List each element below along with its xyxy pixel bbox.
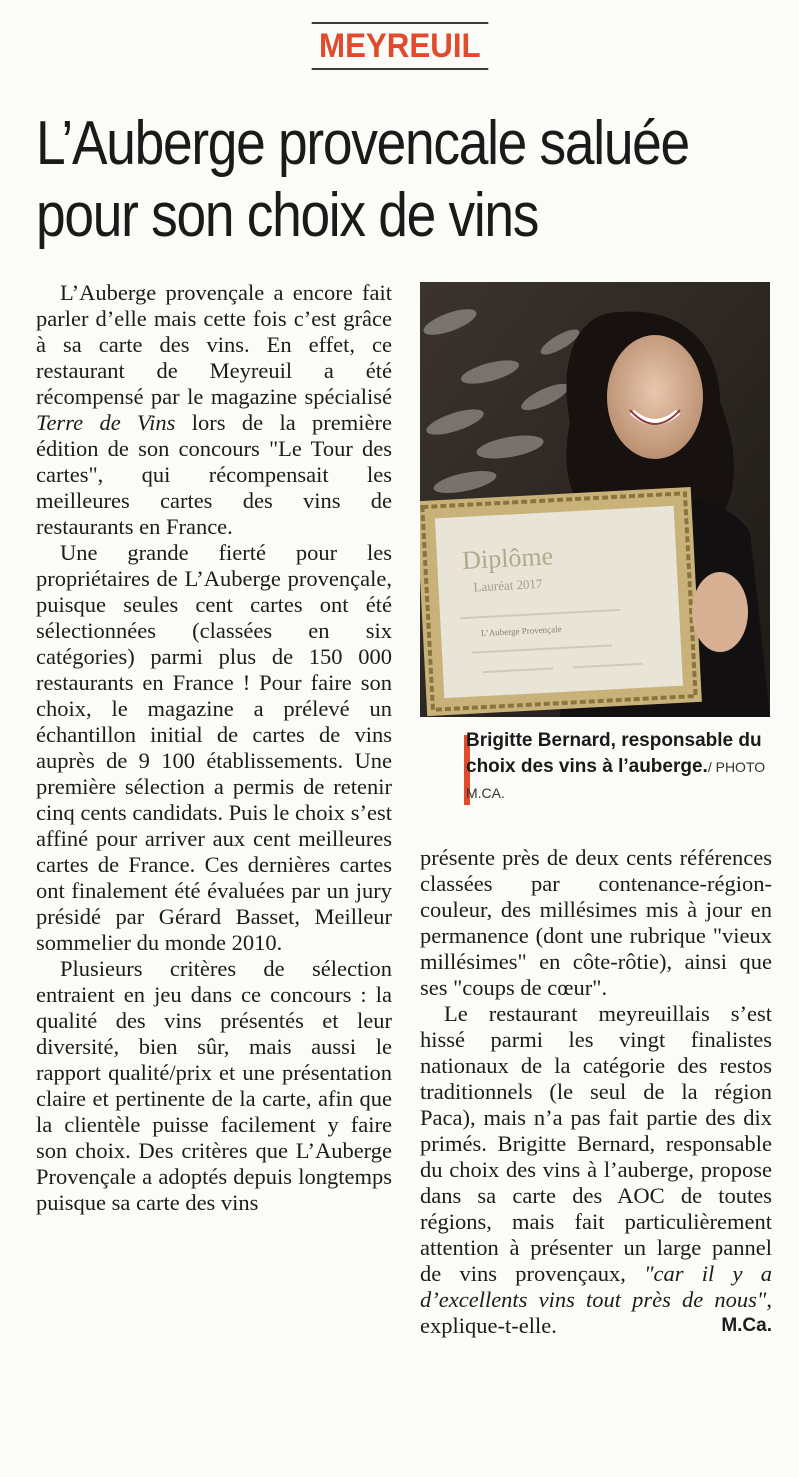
left-column bbox=[36, 280, 392, 1216]
paragraph-5-start: Le restaurant meyreuillais s’est hissé parmi les vingt finalistes nationaux de la catégorie des restos traditionnels (le seul de la région Paca), mais n’a pas fait partie des dix primés. Brigitte Bernard, responsable du choix des vins à l’auberge, propose dans sa carte des AOC de toutes régions, mais fait particulièrement attention à présenter un large pannel de vins provençaux, bbox=[420, 1001, 772, 1286]
paragraph-5-end: , explique-t-elle. bbox=[420, 1287, 772, 1338]
diploma-title: Diplôme bbox=[461, 541, 554, 576]
diploma-line: L’Auberge Provençale bbox=[480, 623, 562, 639]
paragraph-3: Plusieurs critères de sélection entraient en jeu dans ce concours : la qualité des vins présentés et leur diversité, bien sûr, mais aussi le rapport qualité/prix et une présentation claire et pertinente de la carte, afin que la clientèle puisse facilement y faire son choix. Des critères que L’Auberge Provençale a adoptés depuis longtemps puisque sa carte des vins bbox=[36, 956, 392, 1215]
headline-line-2: pour son choix de vins bbox=[36, 181, 539, 250]
paragraph-4: présente près de deux cents références classées par contenance-région-couleur, des millésimes mis à jour en permanence (dont une rubrique "vieux millésimes" en côte-rôtie), ainsi que ses "coups de cœur". bbox=[420, 845, 772, 1000]
quote: "car il y a d’excellents vins tout près de nous" bbox=[420, 1261, 773, 1312]
paragraph-2: Une grande fierté pour les propriétaires de L’Auberge provençale, puisque seules cent cartes ont été sélectionnées (classées en six catégories) parmi plus de 150 000 restaurants en France ! Pour faire son choix, le magazine a prélevé un échantillon initial de cartes de vins auprès de 9 100 établissements. Une première sélection a permis de retenir cinq cents candidats. Puis le choix s’est affiné pour arriver aux cent meilleures cartes de France. Ces dernières cartes ont finalement été évaluées par un jury présidé par Gérard Basset, Meilleur sommelier du monde 2010. bbox=[36, 540, 392, 955]
paragraph-1 bbox=[36, 280, 392, 540]
caption-text: Brigitte Bernard, responsable du choix des vins à l’auberge. bbox=[466, 730, 762, 777]
magazine-name: Terre de Vins bbox=[36, 410, 176, 435]
photo-brigitte-bernard bbox=[420, 282, 770, 717]
photo-credit: / PHOTO M.CA. bbox=[466, 759, 766, 801]
right-column bbox=[420, 845, 772, 1339]
headline-line-1: L’Auberge provencale saluée bbox=[36, 109, 689, 178]
section-header bbox=[0, 22, 799, 70]
headline bbox=[36, 108, 776, 252]
section-title: MEYREUIL bbox=[311, 22, 487, 70]
author-signature: M.Ca. bbox=[721, 1315, 772, 1336]
paragraph-1-end: lors de la première édition de son concours "Le Tour des cartes", qui récompensait les meilleures cartes des vins de restaurants en France. bbox=[36, 410, 392, 539]
diploma-subtitle: Lauréat 2017 bbox=[473, 575, 543, 595]
paragraph-1-start: L’Auberge provençale a encore fait parler d’elle mais cette fois c’est grâce à sa carte des vins. En effet, ce restaurant de Meyreuil a été récompensé par le magazine spécialisé bbox=[36, 280, 392, 409]
photo-caption bbox=[466, 728, 786, 806]
paragraph-5 bbox=[420, 1001, 772, 1339]
